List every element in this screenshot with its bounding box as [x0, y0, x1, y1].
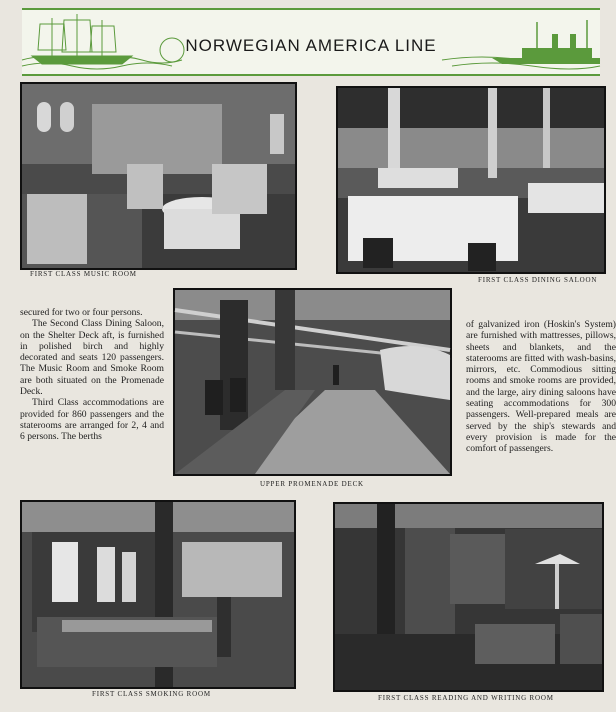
paragraph: Third Class accommodations are provided for 860 passengers and the staterooms are arranged for 2, 4 and 6 persons. The berths: [20, 397, 164, 443]
photo-smoking-room: [20, 500, 296, 689]
photo-music-room: [20, 82, 297, 270]
photo-reading-writing-room: [333, 502, 604, 692]
caption-music-room: FIRST CLASS MUSIC ROOM: [30, 270, 137, 278]
header-banner: [22, 8, 600, 76]
paragraph: secured for two or four persons.: [20, 307, 143, 318]
caption-dining-saloon: FIRST CLASS DINING SALOON: [478, 276, 598, 284]
caption-smoking-room: FIRST CLASS SMOKING ROOM: [92, 690, 211, 698]
paragraph: The Second Class Dining Saloon, on the Shelter Deck aft, is furnished in polished birch and highly decorated and seats 120 passengers. The Music Room and Smoke Room are both situated on the Promenade Deck.: [20, 318, 164, 398]
photo-dining-saloon: [336, 86, 606, 274]
body-text-right: [466, 319, 616, 455]
paragraph: of galvanized iron (Hoskin's System) are furnished with mattresses, pillows, sheets and blankets, and the staterooms are fitted with wash-basins, mirrors, etc. Commodious sitting rooms and smoke rooms are provided, and the large, airy dining saloons have seating accommodations for 300 passengers. Well-prepared meals are served by the ship's stewards and every provision is made for the comfort of passengers.: [466, 319, 616, 455]
caption-reading-writing-room: FIRST CLASS READING AND WRITING ROOM: [378, 694, 554, 702]
caption-promenade-deck: UPPER PROMENADE DECK: [260, 480, 364, 488]
body-text-left: [20, 307, 164, 443]
photo-promenade-deck: [173, 288, 452, 476]
page-title: NORWEGIAN AMERICA LINE: [185, 36, 437, 55]
